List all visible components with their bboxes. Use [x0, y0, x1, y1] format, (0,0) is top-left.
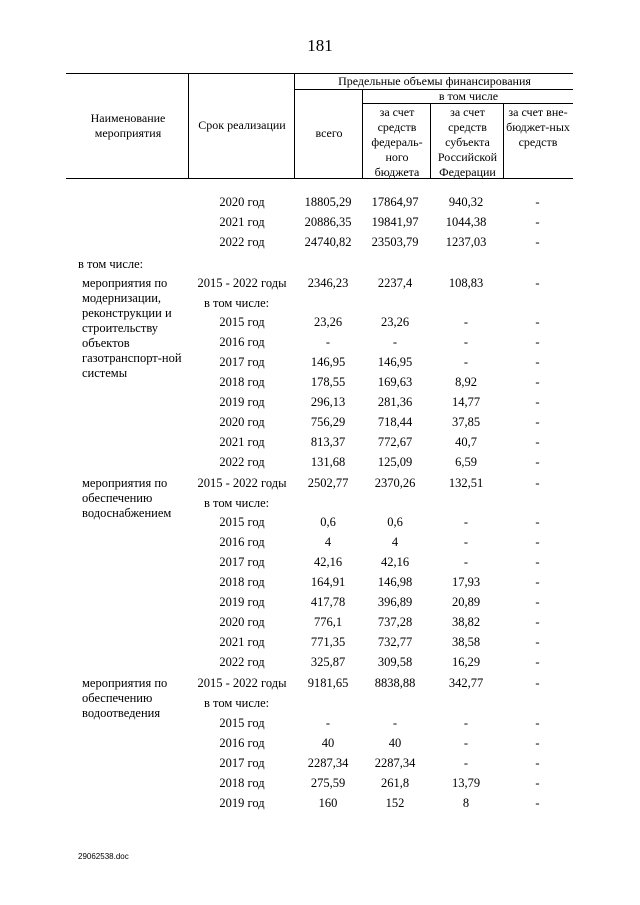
section-name: мероприятия по обеспечению водоотведения — [82, 676, 168, 720]
total-cell: - — [325, 335, 331, 349]
period-cell: 2015 - 2022 годы — [197, 276, 287, 290]
period-cell: 2020 год — [219, 415, 265, 429]
federal-cell: 169,63 — [377, 375, 413, 389]
extrabudget-cell: - — [535, 455, 540, 469]
extrabudget-cell: - — [535, 415, 540, 429]
total-cell: 4 — [324, 535, 332, 549]
federal-cell: 261,8 — [380, 776, 410, 790]
regional-cell: - — [463, 555, 469, 569]
header-divider-3 — [362, 89, 363, 178]
extrabudget-cell: - — [535, 555, 540, 569]
federal-cell: 737,28 — [377, 615, 413, 629]
extrabudget-cell: - — [535, 215, 540, 229]
federal-cell: 146,98 — [377, 575, 413, 589]
total-cell: 23,26 — [313, 315, 343, 329]
extrabudget-cell: - — [535, 276, 540, 290]
extrabudget-cell: - — [535, 776, 540, 790]
federal-cell: 17864,97 — [371, 195, 419, 209]
extrabudget-cell: - — [535, 375, 540, 389]
period-cell: 2019 год — [219, 595, 265, 609]
period-cell: 2017 год — [219, 555, 265, 569]
extrabudget-cell: - — [535, 595, 540, 609]
extrabudget-cell: - — [535, 716, 540, 730]
total-cell: 813,37 — [310, 435, 346, 449]
period-cell: 2016 год — [219, 335, 265, 349]
period-cell: 2021 год — [219, 435, 265, 449]
period-cell: 2016 год — [219, 736, 265, 750]
header-group-title: Предельные объемы финансирования — [338, 74, 531, 88]
extrabudget-cell: - — [535, 796, 540, 810]
regional-cell: - — [463, 716, 469, 730]
regional-cell: - — [463, 736, 469, 750]
regional-cell: 38,58 — [451, 635, 481, 649]
document-footer: 29062538.doc — [78, 852, 129, 861]
period-cell: 2015 - 2022 годы — [197, 676, 287, 690]
total-cell: 40 — [321, 736, 335, 750]
total-cell: 9181,65 — [307, 676, 349, 690]
period-cell: 2018 год — [219, 375, 265, 389]
regional-cell: - — [463, 535, 469, 549]
including-label: в том числе: — [78, 257, 144, 271]
total-cell: 164,91 — [310, 575, 346, 589]
period-cell: 2020 год — [219, 615, 265, 629]
total-cell: 2287,34 — [307, 756, 349, 770]
extrabudget-cell: - — [535, 335, 540, 349]
federal-cell: 19841,97 — [371, 215, 419, 229]
federal-cell: 309,58 — [377, 655, 413, 669]
total-cell: 2346,23 — [307, 276, 349, 290]
federal-cell: 4 — [391, 535, 399, 549]
total-cell: 325,87 — [310, 655, 346, 669]
header-col-name: Наименование мероприятия — [90, 111, 166, 140]
regional-cell: 132,51 — [448, 476, 484, 490]
regional-cell: 37,85 — [451, 415, 481, 429]
period-cell: 2018 год — [219, 575, 265, 589]
regional-cell: 38,82 — [451, 615, 481, 629]
page-number: 181 — [307, 36, 333, 55]
extrabudget-cell: - — [535, 736, 540, 750]
section-including-label: в том числе: — [204, 296, 270, 310]
period-cell: 2021 год — [219, 635, 265, 649]
period-cell: 2015 - 2022 годы — [197, 476, 287, 490]
total-cell: 756,29 — [310, 415, 346, 429]
total-cell: 18805,29 — [304, 195, 352, 209]
regional-cell: 940,32 — [448, 195, 484, 209]
total-cell: 296,13 — [310, 395, 346, 409]
total-cell: 42,16 — [313, 555, 343, 569]
section-name: мероприятия по обеспечению водоснабжением — [82, 476, 172, 520]
federal-cell: 2287,34 — [374, 756, 416, 770]
total-cell: 275,59 — [310, 776, 346, 790]
regional-cell: 13,79 — [451, 776, 481, 790]
extrabudget-cell: - — [535, 395, 540, 409]
extrabudget-cell: - — [535, 575, 540, 589]
total-cell: 417,78 — [310, 595, 346, 609]
period-cell: 2022 год — [219, 455, 265, 469]
total-cell: 771,35 — [310, 635, 346, 649]
federal-cell: 2237,4 — [377, 276, 413, 290]
period-cell: 2015 год — [219, 716, 265, 730]
period-cell: 2015 год — [219, 515, 265, 529]
total-cell: 2502,77 — [307, 476, 349, 490]
federal-cell: 396,89 — [377, 595, 413, 609]
total-cell: - — [325, 716, 331, 730]
total-cell: 20886,35 — [304, 215, 352, 229]
regional-cell: 6,59 — [455, 455, 477, 469]
regional-cell: - — [463, 515, 469, 529]
period-cell: 2017 год — [219, 756, 265, 770]
header-divider-2 — [294, 73, 295, 178]
section-name: мероприятия по модернизации, реконструкции и строительству объектов газотранспорт-ной системы — [82, 276, 182, 380]
header-divider-1 — [188, 73, 189, 178]
regional-cell: 1237,03 — [445, 235, 487, 249]
section-including-label: в том числе: — [204, 696, 270, 710]
federal-cell: - — [392, 716, 398, 730]
regional-cell: 108,83 — [448, 276, 484, 290]
period-cell: 2015 год — [219, 315, 265, 329]
regional-cell: 1044,38 — [445, 215, 487, 229]
period-cell: 2022 год — [219, 655, 265, 669]
extrabudget-cell: - — [535, 655, 540, 669]
extrabudget-cell: - — [535, 195, 540, 209]
extrabudget-cell: - — [535, 615, 540, 629]
extrabudget-cell: - — [535, 355, 540, 369]
total-cell: 776,1 — [313, 615, 343, 629]
regional-cell: 342,77 — [448, 676, 484, 690]
period-cell: 2018 год — [219, 776, 265, 790]
extrabudget-cell: - — [535, 676, 540, 690]
extrabudget-cell: - — [535, 476, 540, 490]
extrabudget-cell: - — [535, 635, 540, 649]
total-cell: 0,6 — [320, 515, 336, 529]
period-cell: 2021 год — [219, 215, 265, 229]
period-cell: 2022 год — [219, 235, 265, 249]
period-cell: 2019 год — [219, 395, 265, 409]
extrabudget-cell: - — [535, 435, 540, 449]
total-cell: 24740,82 — [304, 235, 352, 249]
federal-cell: 152 — [385, 796, 405, 810]
header-col-regional: за счет средств субъекта Российской Федерации — [437, 105, 498, 179]
federal-cell: 8838,88 — [374, 676, 416, 690]
federal-cell: 23,26 — [380, 315, 410, 329]
period-cell: 2019 год — [219, 796, 265, 810]
extrabudget-cell: - — [535, 535, 540, 549]
header-col-federal: за счет средств федераль-ного бюджета — [371, 105, 423, 179]
regional-cell: 20,89 — [451, 595, 481, 609]
regional-cell: 40,7 — [455, 435, 477, 449]
total-cell: 160 — [318, 796, 338, 810]
header-divider-5 — [503, 103, 504, 178]
header-col-total: всего — [315, 126, 343, 140]
regional-cell: 8,92 — [455, 375, 477, 389]
federal-cell: 718,44 — [377, 415, 413, 429]
regional-cell: 8 — [462, 796, 470, 810]
extrabudget-cell: - — [535, 756, 540, 770]
regional-cell: 17,93 — [451, 575, 481, 589]
federal-cell: 40 — [388, 736, 402, 750]
header-col-extrabudget: за счет вне-бюджет-ных средств — [506, 105, 570, 149]
period-cell: 2017 год — [219, 355, 265, 369]
federal-cell: 0,6 — [387, 515, 403, 529]
federal-cell: 772,67 — [377, 435, 413, 449]
section-including-label: в том числе: — [204, 496, 270, 510]
federal-cell: 281,36 — [377, 395, 413, 409]
federal-cell: 42,16 — [380, 555, 410, 569]
federal-cell: 2370,26 — [374, 476, 416, 490]
header-col-period: Срок реализации — [198, 118, 286, 132]
header-divider-4 — [430, 103, 431, 178]
federal-cell: 732,77 — [377, 635, 413, 649]
regional-cell: - — [463, 315, 469, 329]
regional-cell: - — [463, 355, 469, 369]
federal-cell: 23503,79 — [371, 235, 419, 249]
total-cell: 131,68 — [310, 455, 346, 469]
period-cell: 2016 год — [219, 535, 265, 549]
regional-cell: 14,77 — [451, 395, 481, 409]
extrabudget-cell: - — [535, 515, 540, 529]
regional-cell: 16,29 — [451, 655, 481, 669]
federal-cell: 146,95 — [377, 355, 413, 369]
total-cell: 178,55 — [310, 375, 346, 389]
total-cell: 146,95 — [310, 355, 346, 369]
regional-cell: - — [463, 335, 469, 349]
regional-cell: - — [463, 756, 469, 770]
federal-cell: - — [392, 335, 398, 349]
header-subgroup: в том числе — [438, 89, 499, 103]
extrabudget-cell: - — [535, 235, 540, 249]
period-cell: 2020 год — [219, 195, 265, 209]
federal-cell: 125,09 — [377, 455, 413, 469]
extrabudget-cell: - — [535, 315, 540, 329]
